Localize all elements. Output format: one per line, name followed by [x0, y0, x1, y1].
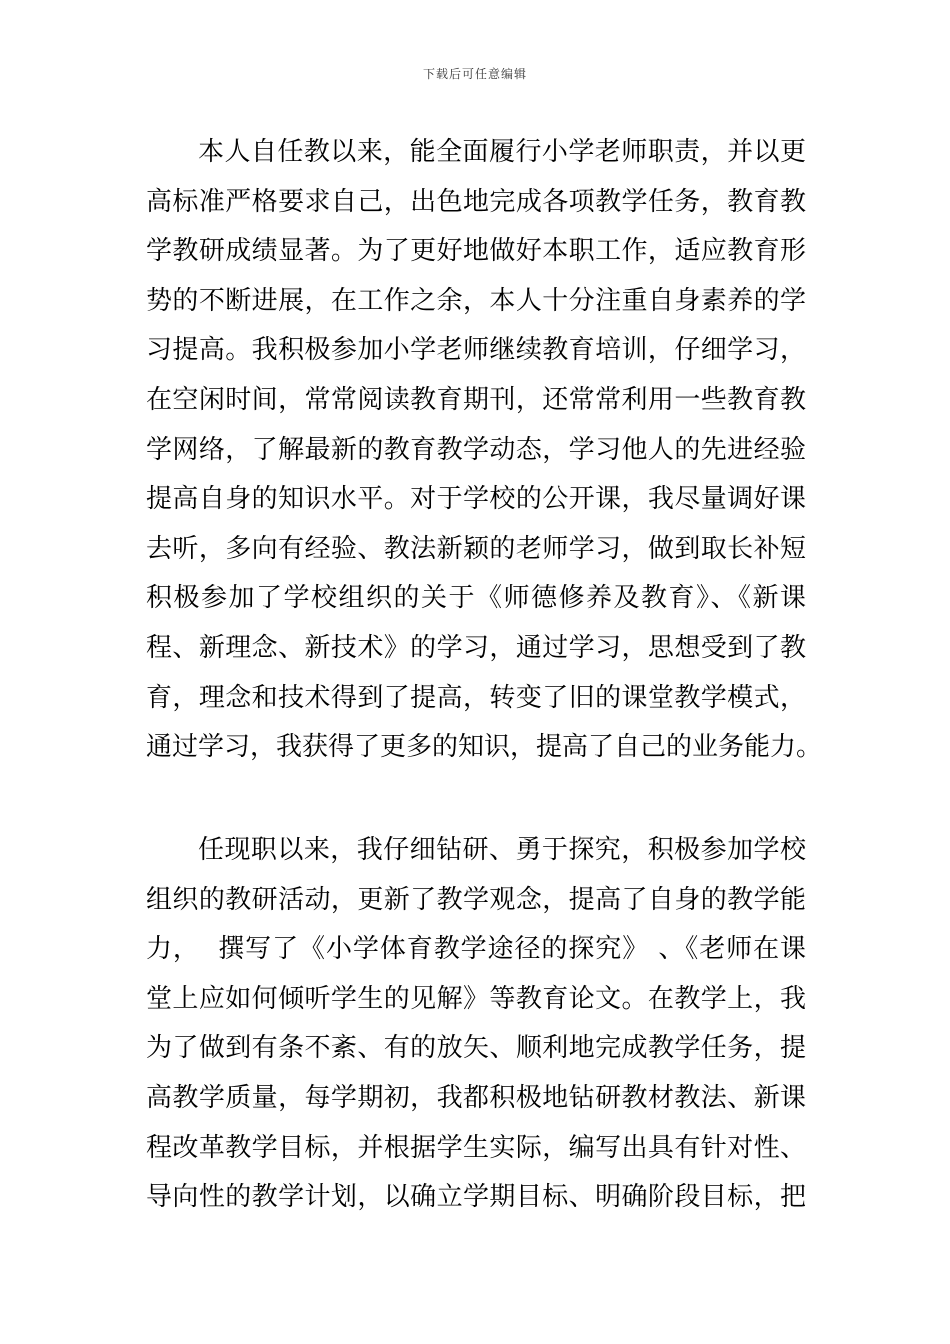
text-line: 势的不断进展，在工作之余，本人十分注重自身素养的学: [146, 285, 806, 316]
text-line: 程改革教学目标，并根据学生实际，编写出具有针对性、: [146, 1132, 806, 1163]
text-line: 提高自身的知识水平。对于学校的公开课，我尽量调好课: [146, 484, 806, 515]
text-line: 力， 撰写了《小学体育教学途径的探究》 、《老师在课: [146, 934, 806, 965]
text-line: 本人自任教以来，能全面履行小学老师职责，并以更: [198, 137, 806, 167]
paragraph-1: [146, 128, 823, 773]
text-line: 任现职以来，我仔细钻研、勇于探究，积极参加学校: [198, 835, 806, 865]
text-line: 为了做到有条不紊、有的放矢、顺利地完成教学任务，提: [146, 1033, 806, 1064]
paragraph-2: [146, 826, 806, 1223]
text-line: 高标准严格要求自己，出色地完成各项教学任务，教育教: [146, 186, 806, 217]
text-line: 导向性的教学计划，以确立学期目标、明确阶段目标，把: [146, 1182, 806, 1213]
text-line: 学网络，了解最新的教育教学动态，学习他人的先进经验: [146, 434, 806, 465]
page-header: 下载后可任意编辑: [422, 67, 527, 81]
text-line: 去听，多向有经验、教法新颖的老师学习，做到取长补短: [146, 533, 806, 564]
text-line: 高教学质量，每学期初，我都积极地钻研教材教法、新课: [146, 1082, 806, 1113]
text-line: 在空闲时间，常常阅读教育期刊，还常常利用一些教育教: [146, 384, 806, 415]
text-line: 通过学习，我获得了更多的知识，提高了自己的业务能力。: [146, 732, 823, 763]
text-line: 堂上应如何倾听学生的见解》等教育论文。在教学上，我: [146, 983, 806, 1014]
text-line: 组织的教研活动，更新了教学观念，提高了自身的教学能: [146, 884, 806, 915]
text-line: 学教研成绩显著。为了更好地做好本职工作，适应教育形: [146, 236, 806, 267]
text-line: 程、新理念、新技术》的学习，通过学习，思想受到了教: [146, 632, 806, 663]
text-line: 积极参加了学校组织的关于《师德修养及教育》、《新课: [146, 583, 806, 614]
text-line: 习提高。我积极参加小学老师继续教育培训，仔细学习，: [146, 335, 806, 366]
text-line: 育，理念和技术得到了提高，转变了旧的课堂教学模式，: [146, 682, 806, 713]
